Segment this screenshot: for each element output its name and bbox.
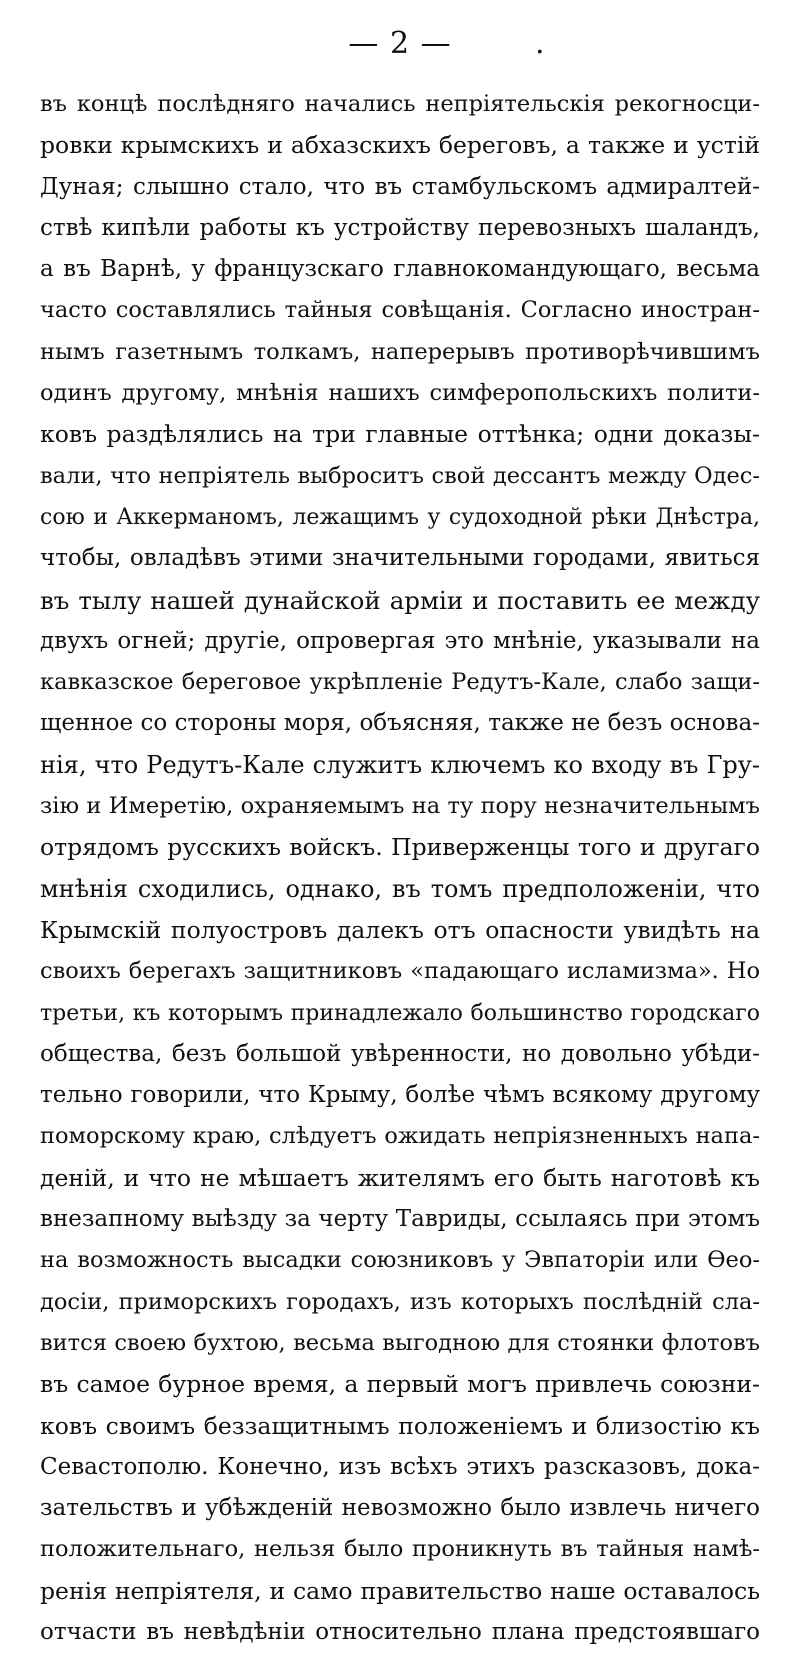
text-line: Севастополю. Конечно, изъ всѣхъ этихъ разсказовъ, дока- xyxy=(40,1453,760,1480)
text-line: мнѣнія сходились, однако, въ томъ предположеніи, что xyxy=(40,874,760,903)
text-line: зательствъ и убѣжденій невозможно было извлечь ничего xyxy=(40,1495,760,1522)
text-line: ствѣ кипѣли работы къ устройству перевозныхъ шаландъ, xyxy=(40,214,760,241)
text-line: зію и Имеретію, охраняемымъ на ту пору незначительнымъ xyxy=(40,793,760,820)
text-line: отрядомъ русскихъ войскъ. Приверженцы того и другаго xyxy=(40,833,760,862)
text-line: нія, что Редутъ-Кале служитъ ключемъ ко входу въ Гру- xyxy=(40,750,760,779)
text-line: вится своею бухтою, весьма выгодною для стоянки флотовъ xyxy=(40,1329,760,1356)
text-line: Дуная; слышно стало, что въ стамбульскомъ адмиралтей- xyxy=(40,173,760,200)
text-line: часто составлялись тайныя совѣщанія. Согласно иностран- xyxy=(40,297,760,324)
text-line: внезапному выѣзду за черту Тавриды, ссылаясь при этомъ xyxy=(40,1206,760,1233)
page-mark: . xyxy=(535,26,546,61)
text-line: кавказское береговое укрѣпленіе Редутъ-Кале, слабо защи- xyxy=(40,669,760,696)
text-line: въ тылу нашей дунайской арміи и поставить ее между xyxy=(40,585,760,615)
text-line: двухъ огней; другіе, опровергая это мнѣніе, указывали на xyxy=(40,627,760,654)
text-line: отчасти въ невѣдѣніи относительно плана предстоявшаго xyxy=(40,1618,760,1645)
text-line: щенное со стороны моря, объясняя, также не безъ основа- xyxy=(40,710,760,737)
text-line: въ концѣ послѣдняго начались непріятельскія рекогносци- xyxy=(40,91,760,117)
text-line: досіи, приморскихъ городахъ, изъ которыхъ послѣдній сла- xyxy=(40,1288,760,1315)
text-line: ровки крымскихъ и абхазскихъ береговъ, а также и устій xyxy=(40,131,760,160)
page-number-text: — 2 — xyxy=(348,26,452,61)
text-line: Крымскій полуостровъ далекъ отъ опасности увидѣть на xyxy=(40,915,760,944)
text-line: положительнаго, нельзя было проникнуть въ тайныя намѣ- xyxy=(40,1536,760,1563)
text-line: ковъ раздѣлялись на три главные оттѣнка; одни доказы- xyxy=(40,420,760,449)
text-line: деній, и что не мѣшаетъ жителямъ его быть наготовѣ къ xyxy=(40,1163,760,1192)
text-line: нымъ газетнымъ толкамъ, наперерывъ противорѣчившимъ xyxy=(40,338,760,365)
text-line: одинъ другому, мнѣнія нашихъ симферопольскихъ полити- xyxy=(40,380,760,407)
text-line: своихъ берегахъ защитниковъ «падающаго исламизма». Но xyxy=(40,958,760,985)
text-line: вали, что непріятель выброситъ свой дессантъ между Одес- xyxy=(40,462,760,489)
body-text xyxy=(40,84,760,1653)
text-line: третьи, къ которымъ принадлежало большинство городскаго xyxy=(40,1000,760,1026)
text-line: сою и Аккерманомъ, лежащимъ у судоходной рѣки Днѣстра, xyxy=(40,504,760,530)
text-line: а въ Варнѣ, у французскаго главнокомандующаго, весьма xyxy=(40,256,760,283)
text-line: въ самое бурное время, а первый могъ привлечь союзни- xyxy=(40,1370,760,1399)
text-line: ренія непріятеля, и само правительство наше оставалось xyxy=(40,1576,760,1605)
text-line: общества, безъ большой увѣренности, но довольно убѣди- xyxy=(40,1040,760,1067)
text-line: ковъ своимъ беззащитнымъ положеніемъ и близостію къ xyxy=(40,1411,760,1440)
page-number xyxy=(0,24,800,64)
text-line: поморскому краю, слѣдуетъ ожидать непріязненныхъ напа- xyxy=(40,1123,760,1150)
text-line: чтобы, овладѣвъ этими значительными городами, явиться xyxy=(40,545,760,572)
text-line: на возможность высадки союзниковъ у Эвпаторіи или Ѳео- xyxy=(40,1247,760,1274)
text-line: тельно говорили, что Крыму, болѣе чѣмъ всякому другому xyxy=(40,1082,760,1109)
